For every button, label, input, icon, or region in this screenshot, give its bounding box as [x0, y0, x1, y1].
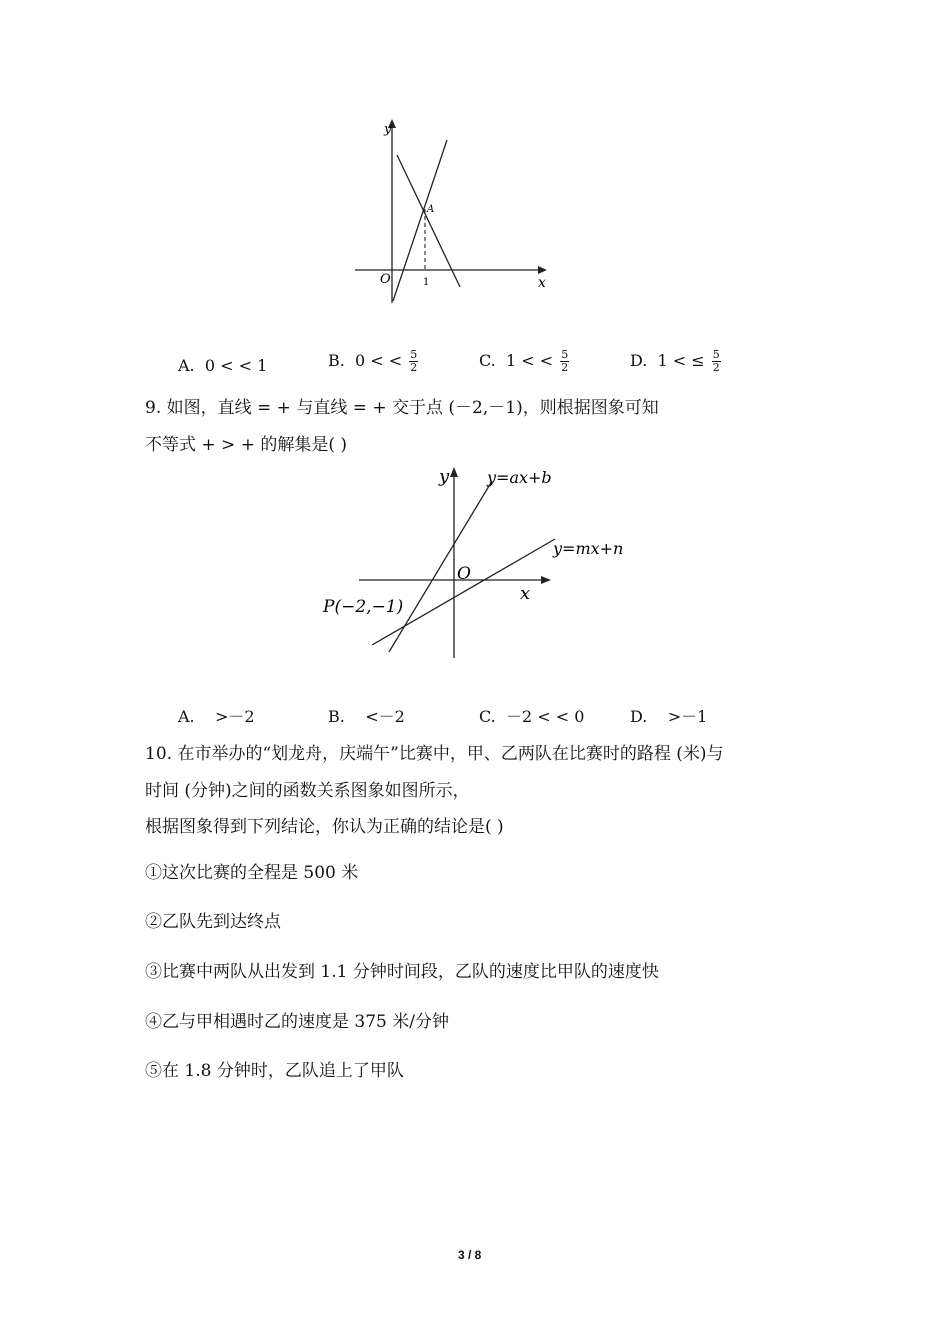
option-text: 1 < <: [505, 351, 554, 370]
fig2-point-p-label: P(−2,−1): [323, 597, 404, 617]
option-label: D.: [630, 351, 648, 370]
option-text: 1 < ≤: [657, 351, 705, 370]
page-number: 3 / 8: [458, 1248, 482, 1262]
q8-option-d: [630, 349, 721, 374]
fig1-origin-label: O: [380, 272, 391, 287]
option-label: C.: [479, 351, 496, 370]
option-label: A.: [178, 356, 195, 375]
q8-option-c: [479, 349, 569, 374]
q8-option-a: [178, 355, 267, 377]
option-label: A.: [178, 707, 195, 726]
fig2-line-a-label: y=ax+b: [487, 468, 552, 487]
option-text: >－2: [209, 707, 255, 726]
fig2-origin-label: O: [457, 564, 471, 584]
fig2-x-label: x: [520, 583, 531, 604]
option-text: <－2: [360, 707, 405, 726]
option-text: >－1: [662, 707, 708, 726]
fig1-x-label: x: [538, 275, 546, 291]
q10-statement-1: ①这次比赛的全程是 500 米: [145, 863, 359, 883]
fig2-line-m-label: y=mx+n: [553, 539, 624, 558]
q9-line-2: 不等式 + > + 的解集是( ): [145, 435, 348, 455]
y-axis-arrow: [450, 467, 458, 477]
option-text: 0 < <: [355, 351, 403, 370]
option-text: －2 < < 0: [505, 707, 585, 726]
q10-line-1: 10. 在市举办的“划龙舟，庆端午”比赛中，甲、乙两队在比赛时的路程 (米)与: [145, 744, 724, 764]
q10-statement-4: ④乙与甲相遇时乙的速度是 375 米/分钟: [145, 1012, 449, 1032]
fig1-point-a-label: A: [427, 204, 435, 215]
option-label: B.: [328, 351, 345, 370]
q10-line-2: 时间 (分钟)之间的函数关系图象如图所示，: [145, 781, 470, 801]
q9-option-a: [178, 706, 255, 728]
figure-2-svg: [315, 462, 645, 662]
option-text: 0 < < 1: [204, 356, 268, 375]
option-label: C.: [479, 707, 496, 726]
fraction-five-halves: $\frac{5}{2}$: [712, 348, 720, 374]
fig1-tick-label: 1: [423, 277, 430, 288]
q9-line-1: 9. 如图，直线 = + 与直线 = + 交于点 (－2,－1)，则根据图象可知: [145, 398, 659, 418]
q10-statement-3: ③比赛中两队从出发到 1.1 分钟时间段，乙队的速度比甲队的速度快: [145, 962, 659, 982]
fig2-y-label: y: [439, 466, 450, 487]
q10-statement-2: ②乙队先到达终点: [145, 912, 281, 932]
fraction-five-halves: $\frac{5}{2}$: [410, 348, 418, 374]
figure-1-graph: [350, 115, 560, 305]
q9-option-b: [328, 706, 405, 728]
fraction-five-halves: $\frac{5}{2}$: [561, 348, 569, 374]
decreasing-line: [397, 155, 460, 287]
q9-option-d: [630, 706, 707, 728]
q9-option-c: [479, 706, 584, 728]
option-label: B.: [328, 707, 345, 726]
q10-line-3: 根据图象得到下列结论，你认为正确的结论是( ): [145, 817, 504, 837]
figure-1-svg: [350, 115, 560, 305]
x-axis-arrow: [538, 266, 547, 274]
q8-option-b: [328, 349, 418, 374]
x-axis-arrow: [541, 576, 551, 584]
fig1-y-label: y: [384, 122, 392, 137]
option-label: D.: [630, 707, 648, 726]
figure-2-graph: [315, 462, 645, 662]
q10-statement-5: ⑤在 1.8 分钟时，乙队追上了甲队: [145, 1061, 404, 1081]
